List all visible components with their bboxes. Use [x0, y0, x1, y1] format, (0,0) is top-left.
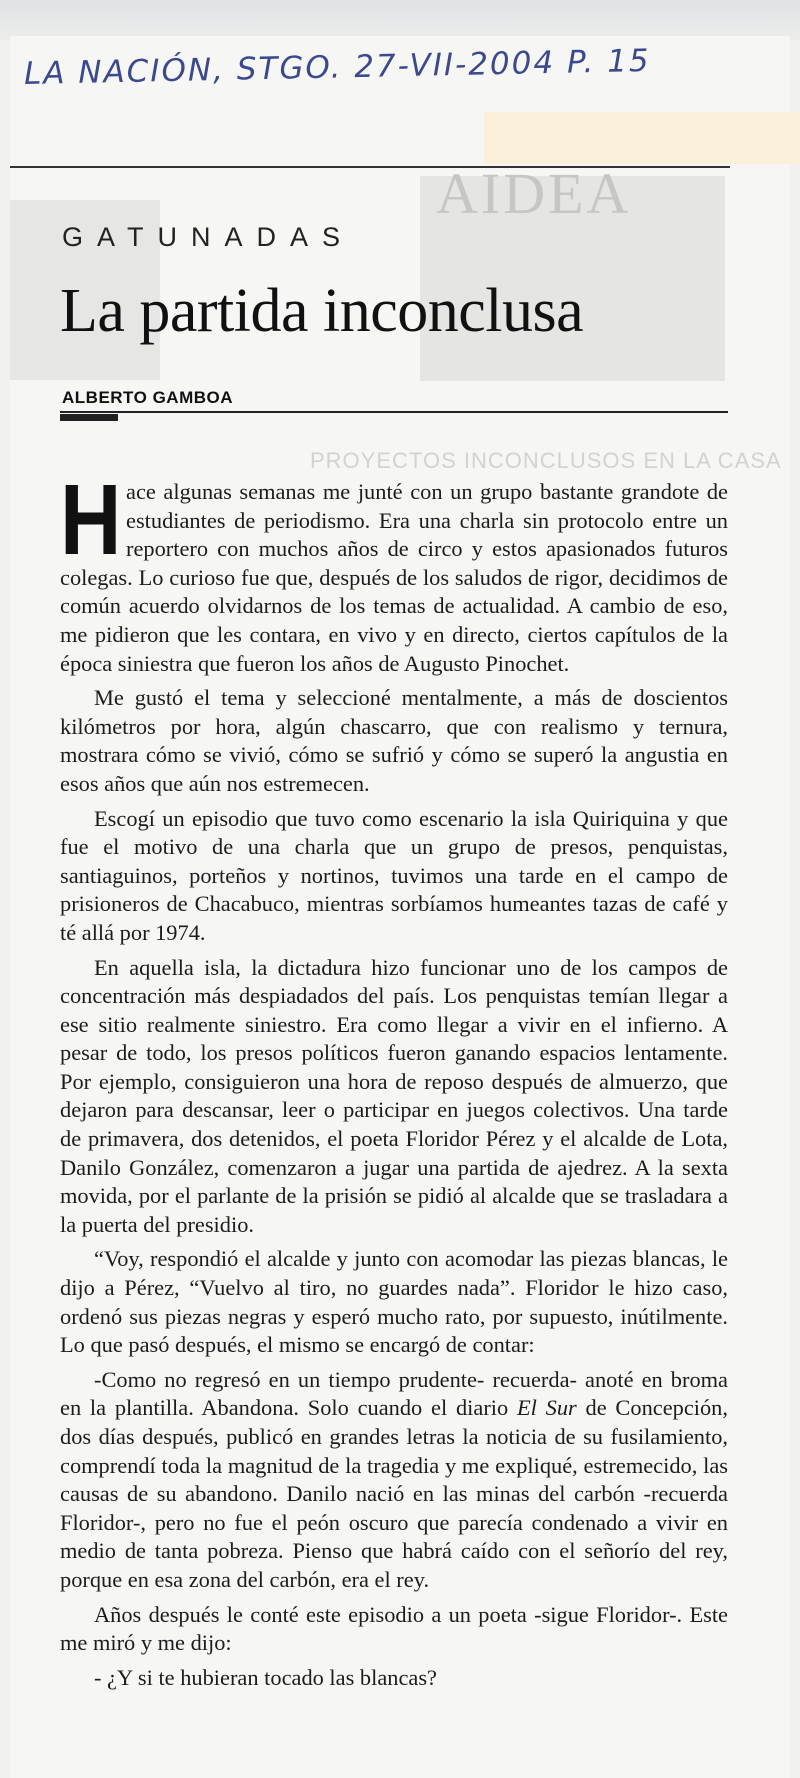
show-through-word: AIDEA	[436, 161, 632, 226]
paragraph-3: Escogí un episodio que tuvo como escenario la isla Quiriquina y que fue el motivo de una charla que un grupo de presos, penquistas, santiaguinos, porteños y nortinos, tuvimos una tarde en el campo de prisioneros de Chacabuco, mientras sorbíamos humeantes tazas de café y té allá por 1974.	[60, 805, 728, 945]
drop-cap: H	[60, 464, 122, 576]
scan-top-margin	[0, 0, 800, 40]
paragraph-6	[60, 1366, 728, 1595]
article-title: La partida inconclusa	[60, 277, 584, 345]
paragraph-7: Años después le conté este episodio a un poeta -sigue Floridor-. Este me miró y me dijo:	[60, 1601, 728, 1656]
byline-rule	[60, 411, 728, 413]
paragraph-4: En aquella isla, la dictadura hizo funcionar uno de los campos de concentración más despiadados del país. Los penquistas temían llegar a ese sitio realmente siniestro. Era como llegar a vivir en el infierno. A pesar de todo, los presos políticos fueron ganando espacios lentamente. Por ejemplo, consiguieron una hora de reposo después de almuerzo, que dejaron para descansar, leer o participar en juegos colectivos. Una tarde de primavera, dos detenidos, el poeta Floridor Pérez y el alcalde de Lota, Danilo González, comenzaron a jugar una partida de ajedrez. A la sexta movida, por el parlante de la prisión se pidió al alcalde que se trasladara a la puerta del presidio.	[60, 954, 728, 1237]
handwritten-source-note: LA NACIÓN, STGO. 27-VII-2004 P. 15	[23, 42, 651, 92]
paragraph-8: - ¿Y si te hubieran tocado las blancas?	[94, 1664, 437, 1690]
section-kicker: GATUNADAS	[62, 222, 355, 252]
paper-sticker	[484, 112, 800, 164]
author-byline: ALBERTO GAMBOA	[62, 388, 234, 407]
paragraph-5: “Voy, respondió el alcalde y junto con acomodar las piezas blancas, le dijo a Pérez, “Vuelvo al tiro, no guardes nada”. Floridor le hizo caso, ordenó sus piezas negras y esperó mucho rato, por supuesto, inútilmente. Lo que pasó después, el mismo se encargó de contar:	[60, 1246, 728, 1358]
paragraph-6-text-a: -Como no regresó en un tiempo prudente- recuerda- anoté en broma en la plantilla. Abandona. Solo cuando el diario	[60, 1366, 728, 1421]
paragraph-1	[60, 464, 728, 678]
paragraph-1-text: ace algunas semanas me junté con un grupo bastante grandote de estudiantes de periodismo. Era una charla sin protocolo entre un reportero con muchos años de circo y estos apasionados futuros colegas. Lo curioso fue que, después de los saludos de rigor, decidimos de común acuerdo olvidarnos de los temas de actualidad. A cambio de eso, me pidieron que les contara, en vivo y en directo, ciertos capítulos de la época siniestra que fueron los años de Augusto Pinochet.	[60, 479, 728, 676]
paragraph-2: Me gustó el tema y seleccioné mentalmente, a más de doscientos kilómetros por hora, algún chascarro, que con realismo y ternura, mostrara cómo se vivió, cómo se sufrió y cómo se superó la angustia en esos años que aún nos estremecen.	[60, 685, 728, 796]
show-through-line: PROYECTOS INCONCLUSOS EN LA CASA	[310, 448, 782, 473]
article-body	[60, 464, 728, 1698]
byline-bar	[60, 414, 118, 421]
newspaper-name: El Sur	[516, 1395, 577, 1421]
paragraph-6-text-b: de Concepción, dos días después, publicó en grandes letras la noticia de su fusilamiento, comprendí toda la magnitud de la tragedia y me expliqué, estremecido, las causas de su abandono. Danilo nació en las minas del carbón -recuerda Floridor-, pero no fue el peón oscuro que parecía condenado a vivir en medio de tanta pobreza. Pienso que habrá caído con el señorío del rey, porque en esa zona del carbón, era el rey.	[60, 1395, 728, 1592]
